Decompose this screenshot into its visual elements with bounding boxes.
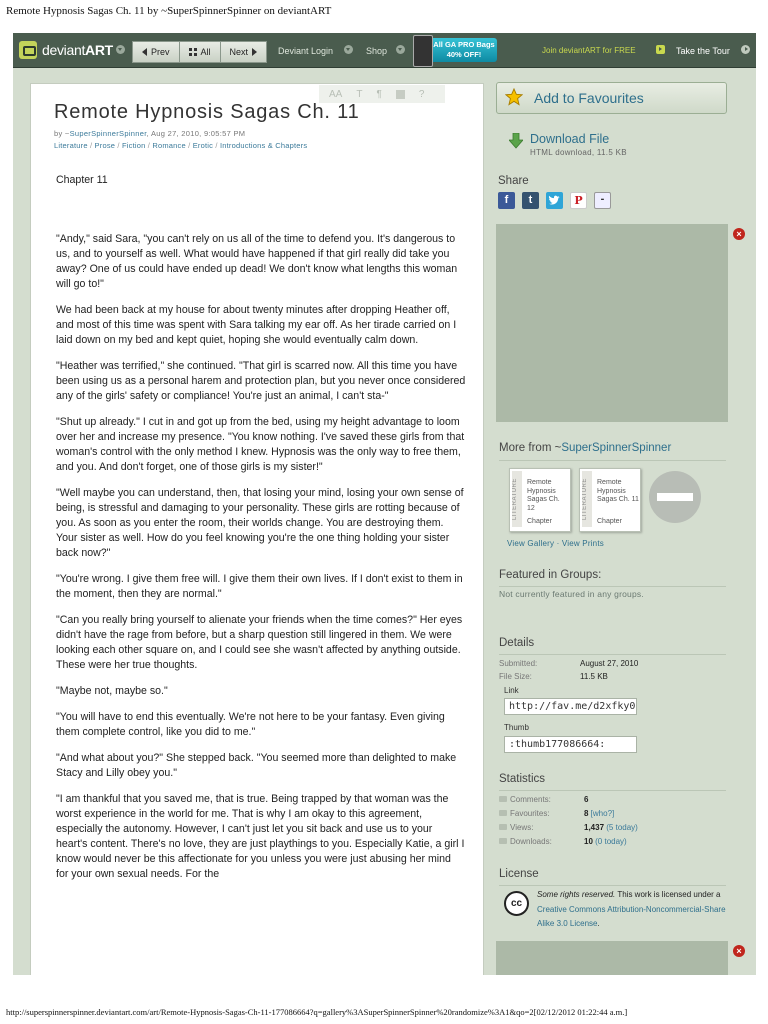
story-paragraph: "I am thankful that you saved me, that is true. Being trapped by that woman was the worst experience in the world for me. That is why I am okay to this agreement, especially the autonomy. However, I can't just let you sit back and use us to your heart's content. There's no love, they are just playthings to you. Especially Katie, a girl I know would never be this affectionate for you unless you were just abusing her mind for your own sexual needs. For the	[56, 793, 465, 880]
twitter-icon[interactable]	[546, 192, 563, 209]
stat-value: 6	[584, 795, 589, 804]
download-info: HTML download, 11.5 KB	[530, 148, 627, 157]
top-navigation-bar	[13, 33, 756, 68]
license-link[interactable]: Creative Commons Attribution-Noncommercial-Share Alike 3.0 License	[537, 904, 726, 928]
device-icon	[413, 35, 433, 67]
license-text	[537, 888, 729, 932]
stat-value: 1,437	[584, 823, 605, 832]
story-paragraph: "Shut up already." I cut in and got up from the bed, using my height advantage to loom over her and increase my presence. "You know nothing. I've saved these girls from that woman's control with the only method I knew. Hypnosis was the only way to free them, and you. And don't forget, one of those girls is my sister!"	[56, 416, 465, 473]
thumb-code-label: Thumb	[504, 723, 529, 732]
thumb-chapter: Chapter	[597, 518, 622, 525]
tumblr-icon[interactable]: t	[522, 192, 539, 209]
literature-tag: LITERATURE	[512, 471, 522, 527]
deviant-login-link[interactable]: Deviant Login	[278, 46, 334, 56]
license-end: .	[597, 919, 600, 928]
link-label: Link	[504, 686, 519, 695]
browser-page-title: Remote Hypnosis Sagas Ch. 11 by ~SuperSpinnerSpinner on deviantART	[6, 5, 332, 17]
font-tool[interactable]: T	[356, 88, 363, 100]
byline	[54, 129, 245, 138]
filesize-value: 11.5 KB	[580, 672, 608, 681]
license-prefix: This work is licensed under a	[615, 890, 721, 899]
license-heading: License	[499, 868, 539, 880]
heart-icon	[499, 810, 507, 816]
chevron-down-icon[interactable]	[344, 45, 353, 54]
stat-label: Favourites:	[510, 809, 550, 818]
category-link[interactable]: Romance	[152, 141, 186, 150]
prev-label: Prev	[151, 47, 170, 57]
stat-today: (0 today)	[592, 837, 627, 846]
share-heading: Share	[498, 175, 529, 187]
pinterest-icon[interactable]: P	[570, 192, 587, 209]
more-from-heading	[499, 442, 671, 454]
stat-value: 10	[584, 837, 593, 846]
story-paragraph: "Well maybe you can understand, then, that losing your mind, losing your own sense of being, is stressful and damaging to your personality. These girls are rotting because of you. As soon as you enter the room, their worlds change. You are destroying them. Your sister as well. How do you feel knowing you're the one thing holding your sister back now?"	[56, 487, 464, 559]
divider	[499, 885, 726, 886]
featured-none-text: Not currently featured in any groups.	[499, 589, 644, 599]
chapter-heading: Chapter 11	[56, 174, 108, 186]
story-paragraph: "You're wrong. I give them free will. I give them their own lives. If I don't exist to them in the moment, then they are normal."	[56, 573, 463, 600]
statistics-heading: Statistics	[499, 773, 546, 785]
promo-banner[interactable]	[417, 38, 497, 62]
creative-commons-icon[interactable]: cc	[504, 891, 529, 916]
details-heading: Details	[499, 637, 535, 649]
category-link[interactable]: Prose	[94, 141, 116, 150]
prev-button[interactable]	[132, 41, 180, 63]
close-ad-icon[interactable]: ×	[733, 945, 745, 957]
join-free-link[interactable]: Join deviantART for FREE	[542, 46, 636, 55]
brand-part-a: deviant	[42, 42, 86, 58]
deviantart-page	[13, 33, 756, 975]
story-paragraph: "And what about you?" She stepped back. "You seemed more than delighted to make Stacy and Lilly obey you."	[56, 752, 457, 779]
story-paragraph: "You will have to end this eventually. We're not here to be your fantasy. Even giving them complete control, like you did to me."	[56, 711, 445, 738]
gallery-links: View Gallery · View Prints	[507, 539, 604, 548]
more-from-prefix: More from ~	[499, 442, 562, 454]
comment-icon	[499, 796, 507, 802]
font-size-tool[interactable]: AA	[329, 88, 343, 100]
download-icon	[499, 838, 507, 844]
all-label: All	[200, 47, 211, 57]
arrow-right-icon	[252, 48, 257, 56]
eye-icon	[499, 824, 507, 830]
ad-placeholder	[496, 224, 728, 422]
brand-wordmark[interactable]	[42, 42, 113, 58]
share-buttons	[498, 192, 611, 209]
grid-icon	[189, 48, 197, 56]
next-button[interactable]	[221, 41, 268, 63]
divider	[499, 460, 726, 461]
deviantart-logo-icon[interactable]	[19, 41, 37, 59]
view-gallery-link[interactable]: View Gallery	[507, 539, 555, 548]
gallery-thumb[interactable]	[579, 468, 641, 532]
arrow-right-icon[interactable]	[741, 45, 750, 54]
thumb-title: Remote Hypnosis Sagas Ch. 12	[527, 479, 560, 512]
facebook-icon[interactable]: f	[498, 192, 515, 209]
story-paragraph: "Heather was terrified," she continued. "That girl is scarred now. All this time you have been using us as a personal harem and protection plan, but you never once considered any of the girls' safety or compliance! You're just an animal, I can't sta-"	[56, 360, 466, 402]
promo-line-2: 40% OFF!	[446, 50, 482, 59]
story-paragraph: We had been back at my house for about twenty minutes after dropping Heather off, and most of this time was spent with Sara talking my ear off. As her tirade carried on I laid down on my bed and kept quiet, hoping she would eventually calm down.	[56, 304, 457, 346]
brand-part-b: ART	[85, 42, 113, 58]
more-from-user-link[interactable]: SuperSpinnerSpinner	[561, 442, 672, 454]
view-prints-link[interactable]: View Prints	[561, 539, 604, 548]
stat-label: Comments:	[510, 795, 551, 804]
share-link-field[interactable]: http://fav.me/d2xfky0	[504, 698, 637, 715]
take-tour-link[interactable]: Take the Tour	[676, 46, 730, 56]
story-paragraph: "Maybe not, maybe so."	[56, 685, 168, 697]
category-link[interactable]: Literature	[54, 141, 88, 150]
chevron-down-icon[interactable]	[116, 45, 125, 54]
featured-heading: Featured in Groups:	[499, 569, 602, 581]
literature-tag: LITERATURE	[582, 471, 592, 527]
submitted-label: Submitted:	[499, 659, 538, 668]
more-share-icon[interactable]: -	[594, 192, 611, 209]
download-file-link[interactable]: Download File	[530, 132, 610, 146]
divider	[499, 586, 726, 587]
stat-today: (5 today)	[604, 823, 638, 832]
story-paragraph: "Can you really bring yourself to alienate your friends when the time comes?" Her eyes didn't have the rage from before, but a sharp question still lingered in them. We were looking each other square on, and I could see she wasn't affected by anything outside. These were her true thoughts.	[56, 614, 463, 671]
license-rights: Some rights reserved.	[537, 890, 616, 899]
more-from-thumbs	[509, 468, 701, 532]
close-ad-icon[interactable]: ×	[733, 228, 745, 240]
arrow-right-icon[interactable]	[656, 45, 665, 54]
thumb-code-field[interactable]: :thumb177086664:	[504, 736, 637, 753]
all-button[interactable]	[180, 41, 221, 63]
story-paragraph: "Andy," said Sara, "you can't rely on us all of the time to defend you. It's dangerous to us, and to yourself as well. What would have happened if that girl really did take you away? One of us could have ended up dead! We don't know what lengths this woman will go to!"	[56, 233, 458, 290]
divider	[499, 654, 726, 655]
literature-panel	[30, 83, 484, 975]
filesize-label: File Size:	[499, 672, 532, 681]
page-url-footer: http://superspinnerspinner.deviantart.com/art/Remote-Hypnosis-Sagas-Ch-11-177086664?q=gallery%3ASuperSpinnerSpinner%20randomize%3A1&qo=2[02/12/2012 01:22:44 a.m.]	[6, 1007, 628, 1017]
thumb-chapter: Chapter	[527, 518, 552, 525]
download-arrow-icon[interactable]	[509, 133, 523, 149]
deviation-title: Remote Hypnosis Sagas Ch. 11	[54, 101, 360, 123]
paragraph-tool[interactable]: ¶	[376, 88, 382, 100]
by-prefix: by ~	[54, 129, 70, 138]
stat-label: Downloads:	[510, 837, 552, 846]
divider	[499, 790, 726, 791]
gallery-thumb[interactable]	[509, 468, 571, 532]
star-icon	[505, 88, 523, 106]
promo-line-1: All GA PRO Bags	[433, 40, 495, 49]
arrow-left-icon	[142, 48, 147, 56]
ad-placeholder	[496, 941, 728, 975]
background-tool-icon[interactable]	[396, 90, 405, 99]
post-date: , Aug 27, 2010, 9:05:57 PM	[146, 129, 246, 138]
thumb-title: Remote Hypnosis Sagas Ch. 11	[597, 479, 639, 503]
stat-value: 8	[584, 809, 589, 818]
who-link[interactable]: [who?]	[588, 809, 615, 818]
category-link[interactable]: Erotic	[192, 141, 214, 150]
help-tool[interactable]: ?	[418, 88, 425, 100]
shop-link[interactable]: Shop	[366, 46, 388, 56]
next-label: Next	[229, 47, 249, 57]
author-link[interactable]: SuperSpinnerSpinner	[69, 129, 147, 138]
add-to-favourites-label: Add to Favourites	[534, 90, 644, 106]
add-to-favourites-button[interactable]	[496, 82, 727, 114]
no-entry-icon[interactable]	[649, 471, 701, 523]
chevron-down-icon[interactable]	[396, 45, 405, 54]
story-text	[56, 173, 466, 893]
category-link[interactable]: Introductions & Chapters	[219, 141, 308, 150]
category-breadcrumb: Literature / Prose / Fiction / Romance / Erotic / Introductions & Chapters	[54, 141, 308, 150]
submitted-value: August 27, 2010	[580, 659, 639, 668]
gallery-nav-buttons	[132, 41, 267, 63]
stat-label: Views:	[510, 823, 534, 832]
category-link[interactable]: Fiction	[122, 141, 146, 150]
